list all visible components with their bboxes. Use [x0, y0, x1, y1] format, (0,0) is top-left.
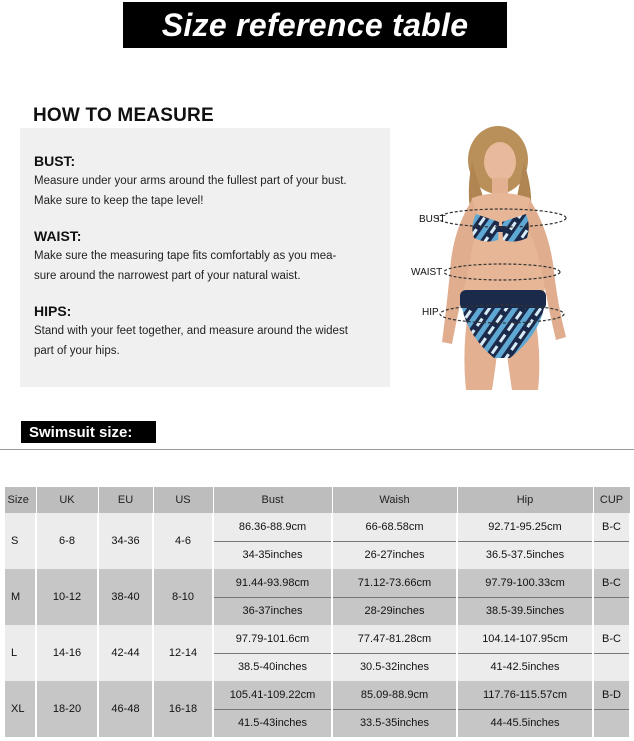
header-bust: Bust — [213, 487, 332, 513]
table-header-row — [4, 487, 630, 513]
eu-cell: 46-48 — [98, 681, 153, 737]
bust-line: Measure under your arms around the fullest part of your bust. — [34, 175, 347, 187]
waist-line: Make sure the measuring tape fits comfortably as you mea- — [34, 250, 337, 262]
cup-empty-cell — [593, 709, 630, 737]
size-cell: M — [4, 569, 36, 625]
waist-cm-cell: 66-68.58cm — [332, 513, 457, 541]
size-cell: S — [4, 513, 36, 569]
uk-cell: 18-20 — [36, 681, 98, 737]
waist-instructions — [34, 228, 390, 286]
bust-cm-cell: 86.36-88.9cm — [213, 513, 332, 541]
bust-line: Make sure to keep the tape level! — [34, 195, 204, 207]
cup-empty-cell — [593, 653, 630, 681]
bust-cm-cell: 97.79-101.6cm — [213, 625, 332, 653]
uk-cell: 6-8 — [36, 513, 98, 569]
waist-in-cell: 26-27inches — [332, 541, 457, 569]
bust-cm-cell: 91.44-93.98cm — [213, 569, 332, 597]
bust-cm-cell: 105.41-109.22cm — [213, 681, 332, 709]
header-cup: CUP — [593, 487, 630, 513]
cup-empty-cell — [593, 541, 630, 569]
waist-in-cell: 33.5-35inches — [332, 709, 457, 737]
eu-cell: 38-40 — [98, 569, 153, 625]
cup-cell: B-C — [593, 625, 630, 653]
hip-cm-cell: 97.79-100.33cm — [457, 569, 593, 597]
swimsuit-size-label: Swimsuit size: — [21, 421, 156, 443]
swimsuit-model-illustration — [402, 122, 634, 392]
how-to-measure-panel — [20, 128, 390, 387]
waist-cm-cell: 71.12-73.66cm — [332, 569, 457, 597]
cup-empty-cell — [593, 597, 630, 625]
waist-cm-cell: 85.09-88.9cm — [332, 681, 457, 709]
waist-in-cell: 28-29inches — [332, 597, 457, 625]
size-cell: L — [4, 625, 36, 681]
bust-in-cell: 34-35inches — [213, 541, 332, 569]
bust-heading: BUST: — [34, 153, 76, 169]
us-cell: 4-6 — [153, 513, 213, 569]
divider — [0, 449, 634, 450]
hips-heading: HIPS: — [34, 303, 72, 319]
hip-in-cell: 41-42.5inches — [457, 653, 593, 681]
header-hip: Hip — [457, 487, 593, 513]
bust-in-cell: 38.5-40inches — [213, 653, 332, 681]
cup-cell: B-D — [593, 681, 630, 709]
hips-instructions — [34, 303, 390, 361]
bust-instructions — [34, 153, 390, 211]
uk-cell: 14-16 — [36, 625, 98, 681]
bust-in-cell: 36-37inches — [213, 597, 332, 625]
hips-line: Stand with your feet together, and measure around the widest — [34, 325, 348, 337]
header-eu: EU — [98, 487, 153, 513]
eu-cell: 42-44 — [98, 625, 153, 681]
hip-in-cell: 44-45.5inches — [457, 709, 593, 737]
waist-line: sure around the narrowest part of your natural waist. — [34, 270, 301, 282]
uk-cell: 10-12 — [36, 569, 98, 625]
how-to-measure-title: HOW TO MEASURE — [33, 105, 214, 126]
us-cell: 12-14 — [153, 625, 213, 681]
hip-cm-cell: 92.71-95.25cm — [457, 513, 593, 541]
waist-heading: WAIST: — [34, 228, 82, 244]
header-uk: UK — [36, 487, 98, 513]
model-figure — [402, 122, 634, 392]
hip-in-cell: 38.5-39.5inches — [457, 597, 593, 625]
eu-cell: 34-36 — [98, 513, 153, 569]
page-title: Size reference table — [123, 2, 507, 48]
table-row — [4, 513, 630, 541]
hip-cm-cell: 117.76-115.57cm — [457, 681, 593, 709]
size-cell: XL — [4, 681, 36, 737]
hips-line: part of your hips. — [34, 345, 120, 357]
header-size: Size — [4, 487, 36, 513]
waist-cm-cell: 77.47-81.28cm — [332, 625, 457, 653]
bust-in-cell: 41.5-43inches — [213, 709, 332, 737]
table-row — [4, 569, 630, 597]
hip-label: HIP — [422, 307, 439, 318]
cup-cell: B-C — [593, 569, 630, 597]
waist-label: WAIST — [411, 267, 443, 278]
cup-cell: B-C — [593, 513, 630, 541]
table-row — [4, 681, 630, 709]
hip-cm-cell: 104.14-107.95cm — [457, 625, 593, 653]
us-cell: 16-18 — [153, 681, 213, 737]
size-table — [3, 487, 631, 737]
header-waist: Waish — [332, 487, 457, 513]
hip-in-cell: 36.5-37.5inches — [457, 541, 593, 569]
bust-label: BUST — [419, 214, 446, 225]
waist-in-cell: 30.5-32inches — [332, 653, 457, 681]
us-cell: 8-10 — [153, 569, 213, 625]
header-us: US — [153, 487, 213, 513]
table-row — [4, 625, 630, 653]
